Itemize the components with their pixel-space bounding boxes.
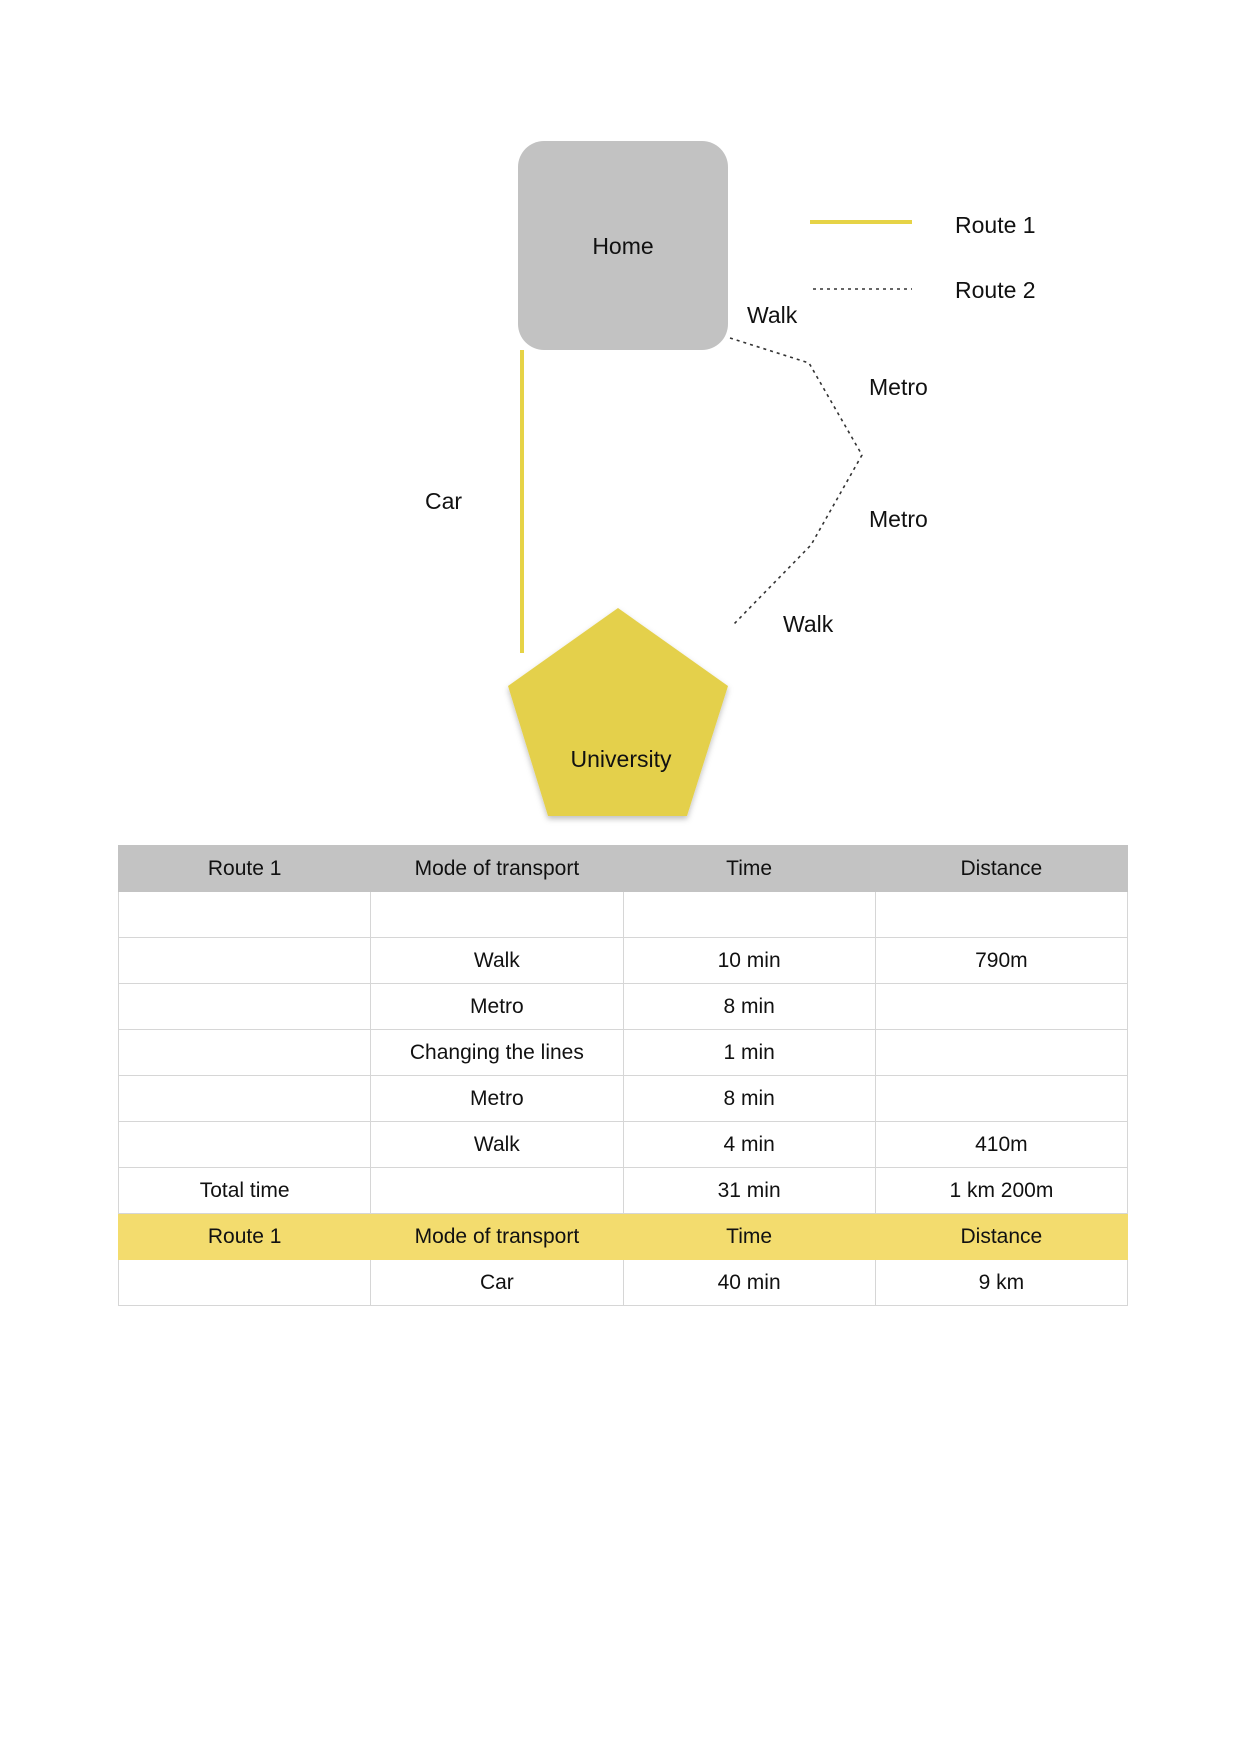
table-row xyxy=(119,1030,1128,1076)
table-row xyxy=(119,1122,1128,1168)
legend xyxy=(810,212,1036,303)
table-row xyxy=(119,1076,1128,1122)
table-cell: 410m xyxy=(875,1122,1127,1168)
table-cell xyxy=(119,1030,371,1076)
home-label: Home xyxy=(592,233,654,259)
table-cell: 9 km xyxy=(875,1260,1127,1306)
table-cell xyxy=(119,1260,371,1306)
table-cell xyxy=(119,984,371,1030)
table1-header-row xyxy=(119,846,1128,892)
table-cell xyxy=(875,984,1127,1030)
table-cell xyxy=(119,892,371,938)
table-cell: 8 min xyxy=(623,984,875,1030)
table-cell xyxy=(371,1168,623,1214)
legend-route2-label: Route 2 xyxy=(955,277,1036,303)
table-cell xyxy=(875,1030,1127,1076)
table-cell: 1 min xyxy=(623,1030,875,1076)
table-cell xyxy=(119,1076,371,1122)
route-diagram xyxy=(0,0,1240,830)
table-cell: Car xyxy=(371,1260,623,1306)
route2-label-walk-1: Walk xyxy=(747,302,798,328)
total-time: 31 min xyxy=(623,1168,875,1214)
route2-path xyxy=(730,338,862,625)
route2-label-metro-2: Metro xyxy=(869,506,928,532)
table2-header-time: Time xyxy=(623,1214,875,1260)
table1-header-distance: Distance xyxy=(875,846,1127,892)
table-cell: 40 min xyxy=(623,1260,875,1306)
table1-header-mode: Mode of transport xyxy=(371,846,623,892)
table-cell: Metro xyxy=(371,1076,623,1122)
route1-label-car: Car xyxy=(425,488,463,514)
table-cell: 790m xyxy=(875,938,1127,984)
table1-header-time: Time xyxy=(623,846,875,892)
table-cell: Walk xyxy=(371,938,623,984)
table1-header-route: Route 1 xyxy=(119,846,371,892)
table-cell xyxy=(623,892,875,938)
route2-label-walk-2: Walk xyxy=(783,611,834,637)
table2-header-distance: Distance xyxy=(875,1214,1127,1260)
table-cell xyxy=(875,1076,1127,1122)
route2-label-metro-1: Metro xyxy=(869,374,928,400)
table-cell xyxy=(875,892,1127,938)
table-total-row xyxy=(119,1168,1128,1214)
table2-header-mode: Mode of transport xyxy=(371,1214,623,1260)
table-cell xyxy=(119,938,371,984)
table-cell: Walk xyxy=(371,1122,623,1168)
table-cell: Changing the lines xyxy=(371,1030,623,1076)
table-row xyxy=(119,1260,1128,1306)
total-label: Total time xyxy=(119,1168,371,1214)
table-cell: 4 min xyxy=(623,1122,875,1168)
total-distance: 1 km 200m xyxy=(875,1168,1127,1214)
route-table xyxy=(118,845,1128,1306)
legend-route1-label: Route 1 xyxy=(955,212,1036,238)
table-row xyxy=(119,938,1128,984)
university-node xyxy=(508,608,728,816)
table-row xyxy=(119,984,1128,1030)
table-cell xyxy=(119,1122,371,1168)
table-cell: 10 min xyxy=(623,938,875,984)
table-row xyxy=(119,892,1128,938)
table2-header-row xyxy=(119,1214,1128,1260)
table2-header-route: Route 1 xyxy=(119,1214,371,1260)
table-cell: 8 min xyxy=(623,1076,875,1122)
table-cell: Metro xyxy=(371,984,623,1030)
table-cell xyxy=(371,892,623,938)
university-label: University xyxy=(570,746,672,772)
